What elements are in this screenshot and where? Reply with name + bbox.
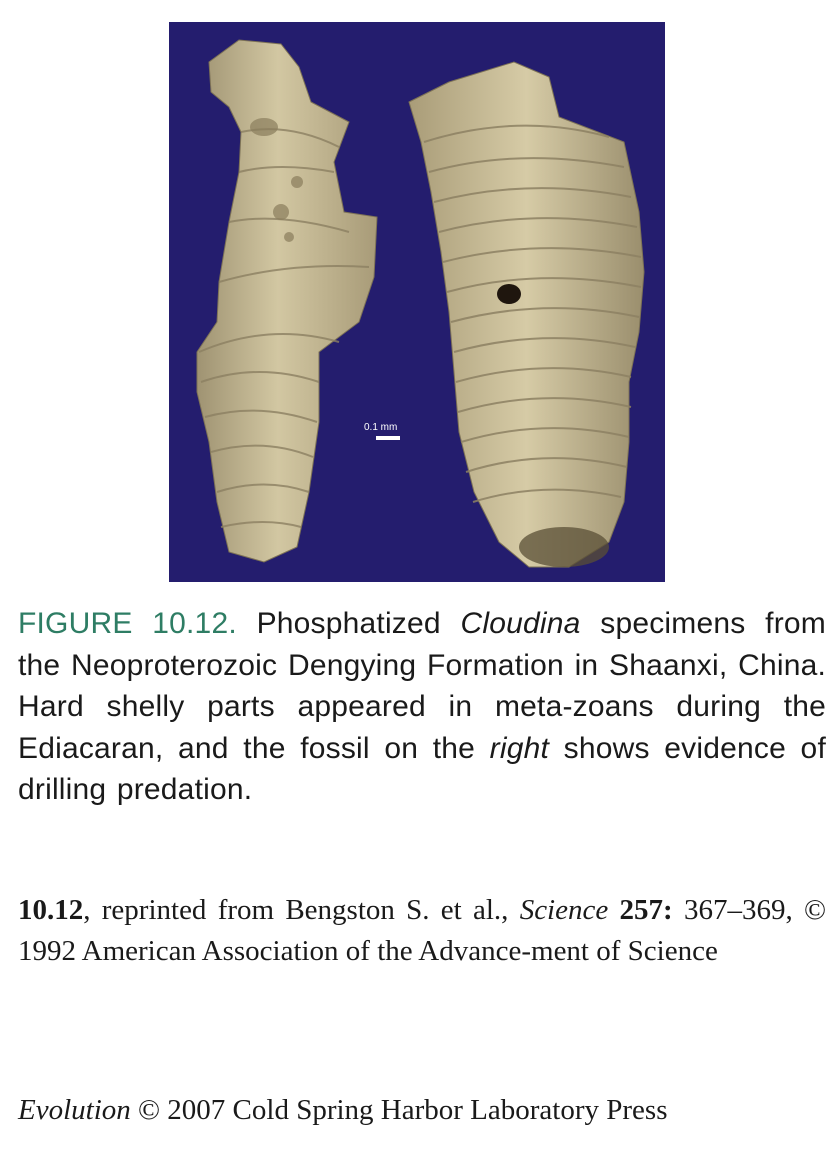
caption-text-1: Phosphatized — [256, 607, 441, 640]
right-specimen — [409, 62, 644, 567]
credit-text-1: , reprinted from Bengston S. et al., — [83, 894, 509, 926]
footer-text: © 2007 Cold Spring Harbor Laboratory Press — [138, 1094, 668, 1126]
fossil-figure — [169, 22, 665, 582]
fossil-micrograph — [169, 22, 665, 582]
credit-volume: 257: — [619, 894, 673, 926]
left-specimen — [197, 40, 377, 562]
book-footer — [18, 1092, 826, 1128]
caption-text-3: shows evidence of drilling predation. — [18, 731, 826, 806]
caption-emphasis: right — [489, 731, 550, 765]
credit-ref: 10.12 — [18, 894, 84, 926]
drill-hole — [497, 284, 521, 304]
caption-text-2: specimens from the Neoproterozoic Dengying Formation in Shaanxi, China. Hard shelly parts appeared in meta-zoans during the Ediacaran, and the fossil on the — [18, 607, 826, 765]
credit-text-2: 367–369, © 1992 American Association of the Advance-ment of Science — [18, 894, 826, 967]
caption-taxon: Cloudina — [460, 607, 581, 640]
footer-title: Evolution — [18, 1094, 131, 1126]
figure-label: FIGURE 10.12. — [18, 607, 237, 640]
credit-journal: Science — [519, 894, 609, 926]
scale-bar — [364, 422, 400, 440]
figure-caption — [18, 603, 826, 811]
scale-bar-label: 0.1 mm — [364, 422, 398, 433]
figure-credit — [18, 890, 826, 972]
